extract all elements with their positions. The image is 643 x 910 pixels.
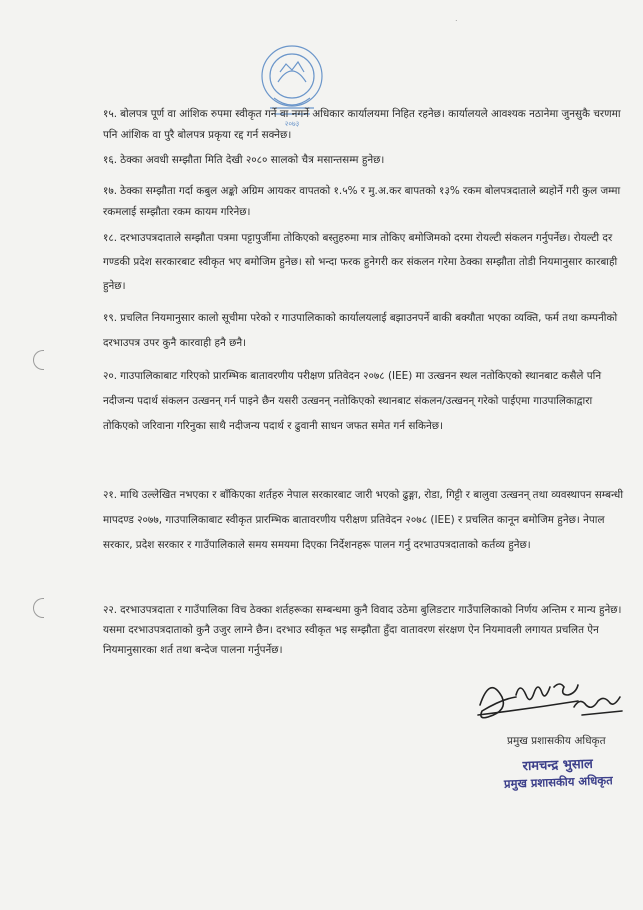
clause-text: दरभाउपत्रदाता र गाउँपालिका विच ठेक्का शर्तहरूका सम्बन्धमा कुनै विवाद उठेमा बुलिङटार गाउँपालिकाको निर्णय अन्तिम र मान्य हुनेछ। यसमा दरभाउपत्रदाताको कुनै उजुर लाग्ने छैन। दरभाउ स्वीकृत भइ सम्झौता हुँदा वातावरण संरक्षण ऐन नियमावली लगायत प्रचलित ऐन नियमानुसारका शर्त तथा बन्देज पालना गर्नुपर्नेछ।: [103, 604, 622, 656]
clause-text: प्रचलित नियमानुसार कालो सूचीमा परेको र गाउपालिकाको कार्यालयलाई बझाउनपर्ने बाकी बक्यौता भएका व्यक्ति, फर्म तथा कम्पनीको दरभाउपत्र उपर कुनै कारवाही हनै छनै।: [103, 312, 618, 349]
clause-number: १७.: [103, 185, 118, 197]
clause-text: गाउपालिकाबाट गरिएको प्रारम्भिक बातावरणीय परीक्षण प्रतिवेदन २०७८ (IEE) मा उत्खनन स्थल नतोकिएको स्थानबाट कसैले पनि नदीजन्य पदार्थ संकलन उत्खनन् गर्न पाइने छैन यसरी उत्खनन् नतोकिएको स्थानबाट संकलन/उत्खनन् गरेको पाईएमा गाउपालिकाद्वारा तोकिएको जरिवाना गरिनुका साथै नदीजन्य पदार्थ र ढुवानी साधन जफत समेत गर्न सकिनेछ।: [103, 370, 602, 432]
clause-number: १८.: [103, 232, 118, 244]
clause-text: ठेक्का सम्झौता गर्दा कबुल अङ्को अग्रिम आयकर वापतको १.५% र मु.अ.कर बापतको १३% रकम बोलपत्रदाताले ब्यहोर्ने गरी कुल जम्मा रकमलाई सम्झौता रकम कायम गरिनेछ।: [103, 185, 621, 218]
clause-number: २१.: [103, 489, 118, 501]
clause-text: बोलपत्र पूर्ण वा आंशिक रुपमा स्वीकृत गर्ने वा नगर्ने अधिकार कार्यालयमा निहित रहनेछ। कार्यालयले आवश्यक नठानेमा जुनसुकै चरणमा पनि आंशिक वा पुरै बोलपत्र प्रकृया रद्द गर्न सक्नेछ।: [103, 108, 621, 141]
clause-text: दरभाउपत्रदाताले सम्झौता पत्रमा पट्टापुर्जीमा तोकिएको बस्तुहरुमा मात्र तोकिए बमोजिमको दरमा रोयल्टी संकलन गर्नुपर्नेछ। रोयल्टी दर गण्डकी प्रदेश सरकारबाट स्वीकृत भए बमोजिम हुनेछ। सो भन्दा फरक हुनेगरी कर संकलन गरेमा ठेक्का सम्झौता तोडी नियमानुसार कारबाही हुनेछ।: [103, 232, 618, 292]
handwritten-signature: [470, 665, 640, 735]
clause-15: [103, 104, 623, 146]
clause-22: [103, 600, 623, 660]
clause-number: १९.: [103, 312, 118, 324]
official-stamp: [481, 752, 634, 792]
clause-number: १५.: [103, 108, 118, 120]
clause-text: माथि उल्लेखित नभएका र बाँकिएका शर्तहरु नेपाल सरकारबाट जारी भएको ढुङ्गा, रोडा, गिट्टी र बालुवा उत्खनन् तथा व्यवस्थापन सम्बन्धी मापदण्ड २०७७, गाउपालिकाबाट स्वीकृत प्रारम्भिक बातावरणीय परीक्षण प्रतिवेदन २०७८ (IEE) र प्रचलित कानून बमोजिम हुनेछ। नेपाल सरकार, प्रदेश सरकार र गाउँपालिकाले समय समयमा दिएका निर्देशनहरू पालन गर्नु दरभाउपत्रदाताको कर्तव्य हुनेछ।: [103, 489, 624, 551]
signatory-title: प्रमुख प्रशासकीय अधिकृत: [507, 735, 606, 747]
punch-hole-mark: [33, 598, 44, 618]
clause-18: [103, 226, 623, 298]
clause-number: २२.: [103, 604, 118, 616]
clause-number: २०.: [103, 370, 118, 382]
punch-hole-mark: [33, 350, 44, 370]
clause-text: ठेक्का अवधी सम्झौता मिति देखी २०८० सालको चैत्र मसान्तसम्म हुनेछ।: [120, 154, 385, 166]
clause-19: [103, 306, 623, 356]
clause-number: १६.: [103, 154, 118, 166]
stamp-name: रामचन्द्र भुसाल: [522, 756, 594, 775]
clause-16: [103, 150, 623, 171]
stamp-role: प्रमुख प्रशासकीय अधिकृत: [503, 773, 613, 791]
clause-20: [103, 364, 623, 439]
scan-mark: .: [455, 14, 458, 23]
clause-21: [103, 483, 623, 558]
svg-text:२०७३: २०७३: [284, 120, 300, 128]
clause-17: [103, 181, 623, 223]
